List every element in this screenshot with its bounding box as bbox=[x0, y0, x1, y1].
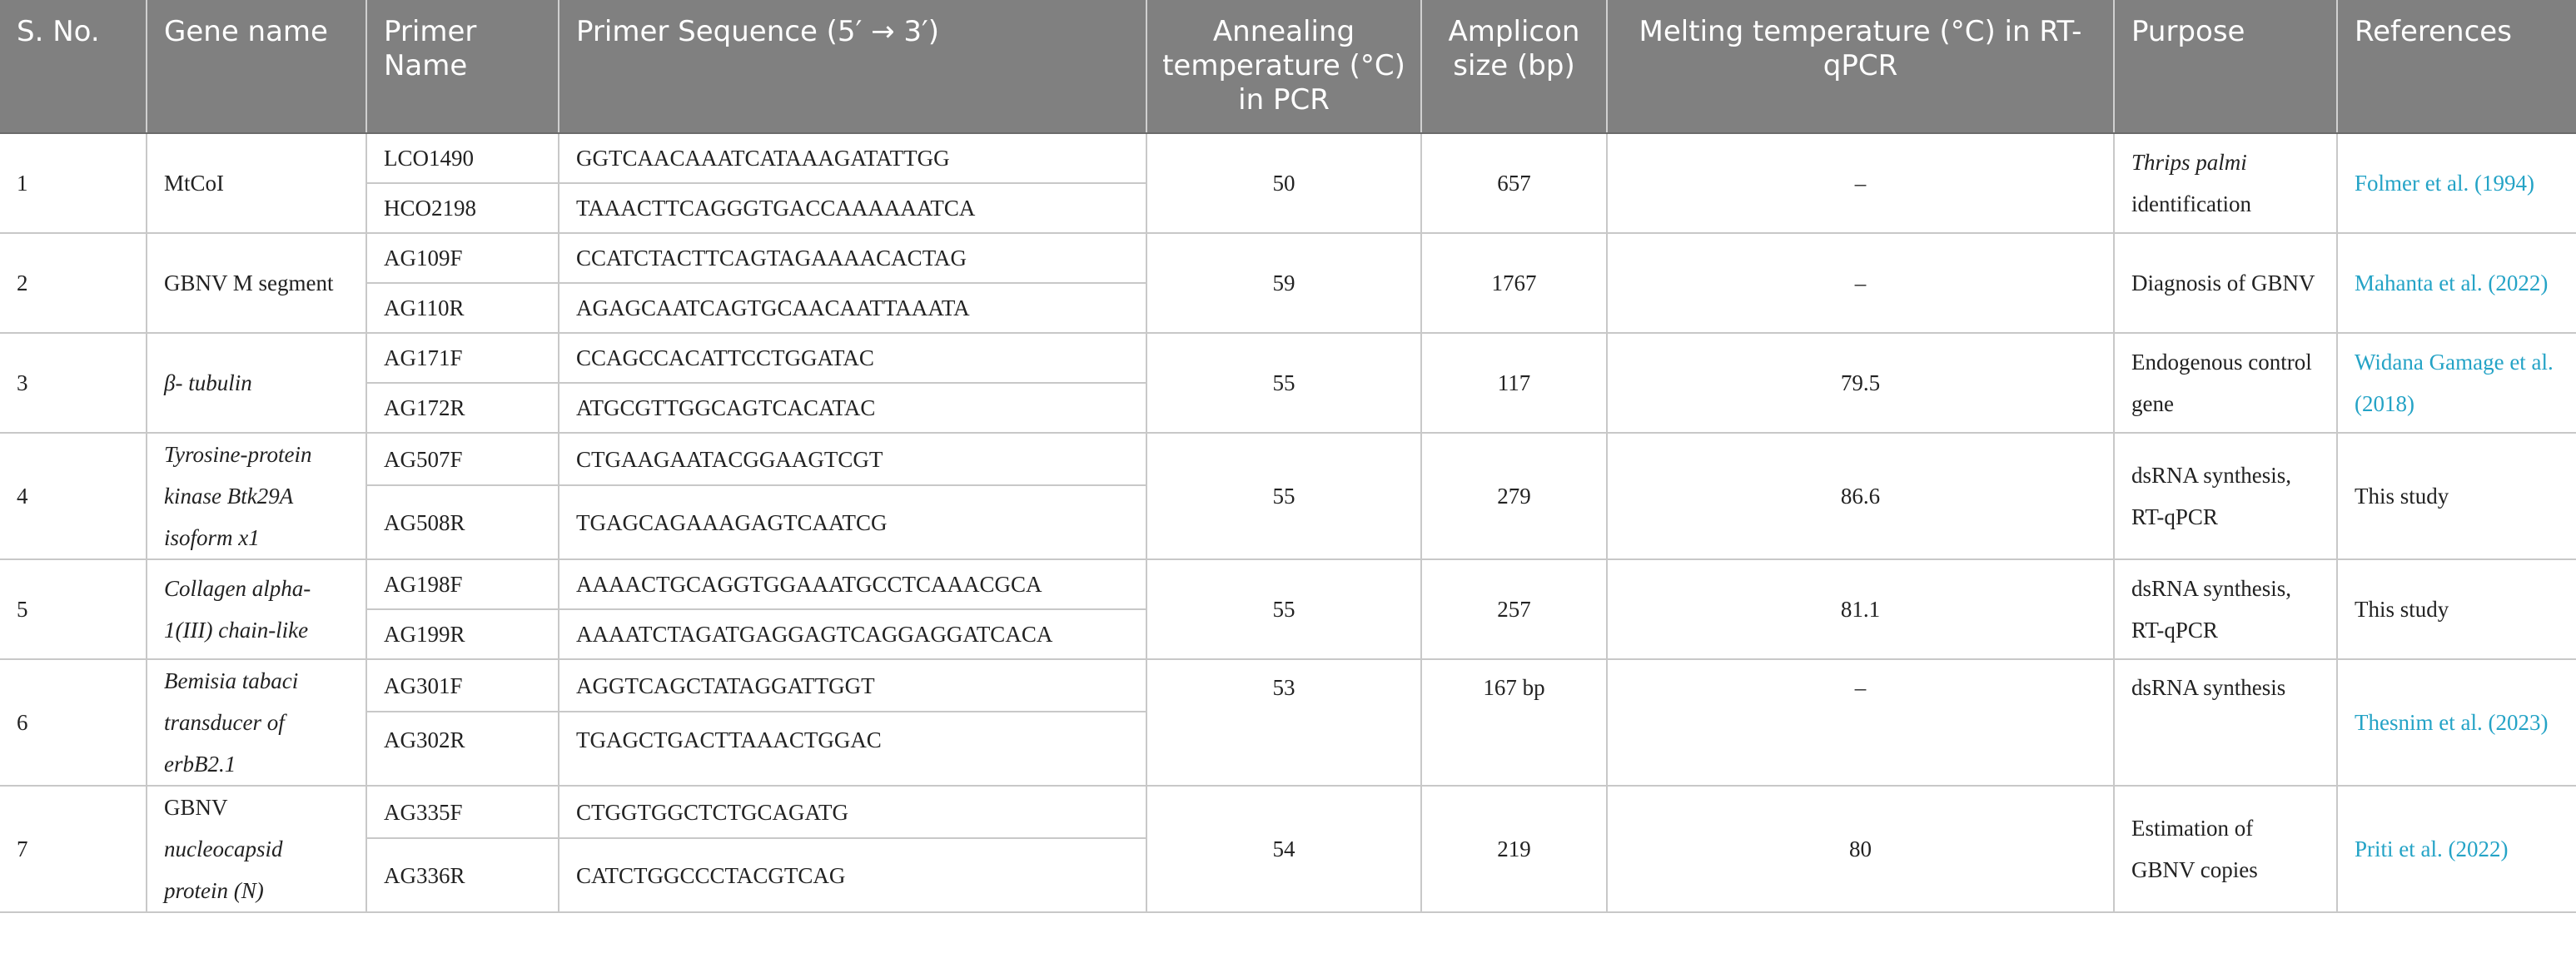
primer-sequence-cell: AAAACTGCAGGTGGAAATGCCTCAAACGCA bbox=[559, 559, 1146, 609]
melting-cell: 81.1 bbox=[1607, 559, 2114, 659]
primer-sequence-cell: CCATCTACTTCAGTAGAAAACACTAG bbox=[559, 233, 1146, 283]
primer-name-cell: AG302R bbox=[366, 712, 559, 786]
primer-name-cell: AG199R bbox=[366, 609, 559, 659]
gene-name-plain: GBNV bbox=[164, 795, 228, 820]
primer-name-cell: AG172R bbox=[366, 383, 559, 433]
amplicon-cell: 657 bbox=[1421, 133, 1607, 233]
reference-link[interactable]: Widana Gamage et al. (2018) bbox=[2337, 333, 2576, 433]
header-primer-sequence: Primer Sequence (5′ → 3′) bbox=[559, 0, 1146, 133]
header-gene-name: Gene name bbox=[147, 0, 366, 133]
primer-sequence-cell: TAAACTTCAGGGTGACCAAAAAATCA bbox=[559, 183, 1146, 233]
annealing-cell: 53 bbox=[1146, 659, 1421, 786]
amplicon-cell: 117 bbox=[1421, 333, 1607, 433]
header-melting-temperature: Melting temperature (°C) in RT-qPCR bbox=[1607, 0, 2114, 133]
reference-link[interactable]: Folmer et al. (1994) bbox=[2337, 133, 2576, 233]
amplicon-cell: 219 bbox=[1421, 786, 1607, 912]
melting-cell: 79.5 bbox=[1607, 333, 2114, 433]
table-row bbox=[0, 659, 2576, 712]
primer-name-cell: AG198F bbox=[366, 559, 559, 609]
sno-cell: 1 bbox=[0, 133, 147, 233]
amplicon-cell: 1767 bbox=[1421, 233, 1607, 333]
primer-sequence-cell: AAAATCTAGATGAGGAGTCAGGAGGATCACA bbox=[559, 609, 1146, 659]
annealing-cell: 55 bbox=[1146, 433, 1421, 559]
annealing-cell: 59 bbox=[1146, 233, 1421, 333]
gene-name-cell: β- tubulin bbox=[147, 333, 366, 433]
header-references: References bbox=[2337, 0, 2576, 133]
header-amplicon-size: Amplicon size (bp) bbox=[1421, 0, 1607, 133]
gene-name-italic: nucleocapsid protein (N) bbox=[164, 836, 283, 903]
table-row bbox=[0, 433, 2576, 485]
primer-name-cell: AG508R bbox=[366, 485, 559, 559]
purpose-italic-text: Thrips palmi bbox=[2131, 150, 2247, 175]
purpose-cell: dsRNA synthesis, RT-qPCR bbox=[2114, 433, 2337, 559]
melting-cell: 80 bbox=[1607, 786, 2114, 912]
header-sno: S. No. bbox=[0, 0, 147, 133]
primer-sequence-cell: CCAGCCACATTCCTGGATAC bbox=[559, 333, 1146, 383]
primer-sequence-cell: CTGAAGAATACGGAAGTCGT bbox=[559, 433, 1146, 485]
gene-name-cell bbox=[147, 786, 366, 912]
primer-sequence-cell: CTGGTGGCTCTGCAGATG bbox=[559, 786, 1146, 838]
primer-sequence-cell: TGAGCTGACTTAAACTGGAC bbox=[559, 712, 1146, 786]
gene-name-cell: Collagen alpha-1(III) chain-like bbox=[147, 559, 366, 659]
sno-cell: 4 bbox=[0, 433, 147, 559]
primer-name-cell: AG301F bbox=[366, 659, 559, 712]
annealing-cell: 55 bbox=[1146, 559, 1421, 659]
gene-name-cell: Tyrosine-protein kinase Btk29A isoform x1 bbox=[147, 433, 366, 559]
annealing-cell: 50 bbox=[1146, 133, 1421, 233]
table-row bbox=[0, 133, 2576, 183]
amplicon-cell: 167 bp bbox=[1421, 659, 1607, 786]
amplicon-cell: 279 bbox=[1421, 433, 1607, 559]
reference-cell: This study bbox=[2337, 433, 2576, 559]
primer-name-cell: AG336R bbox=[366, 838, 559, 912]
primer-sequence-cell: GGTCAACAAATCATAAAGATATTGG bbox=[559, 133, 1146, 183]
primer-sequence-cell: TGAGCAGAAAGAGTCAATCG bbox=[559, 485, 1146, 559]
primer-sequence-cell: AGGTCAGCTATAGGATTGGT bbox=[559, 659, 1146, 712]
sno-cell: 5 bbox=[0, 559, 147, 659]
purpose-cell: Diagnosis of GBNV bbox=[2114, 233, 2337, 333]
reference-link[interactable]: Mahanta et al. (2022) bbox=[2337, 233, 2576, 333]
gene-name-cell: GBNV M segment bbox=[147, 233, 366, 333]
header-row bbox=[0, 0, 2576, 133]
header-annealing-temperature: Annealing temperature (°C) in PCR bbox=[1146, 0, 1421, 133]
melting-cell: 86.6 bbox=[1607, 433, 2114, 559]
melting-cell: – bbox=[1607, 133, 2114, 233]
primer-sequence-cell: CATCTGGCCCTACGTCAG bbox=[559, 838, 1146, 912]
purpose-cell bbox=[2114, 133, 2337, 233]
sno-cell: 2 bbox=[0, 233, 147, 333]
sno-cell: 6 bbox=[0, 659, 147, 786]
primer-sequence-cell: AGAGCAATCAGTGCAACAATTAAATA bbox=[559, 283, 1146, 333]
table-row bbox=[0, 559, 2576, 609]
melting-cell: – bbox=[1607, 233, 2114, 333]
primer-name-cell: LCO1490 bbox=[366, 133, 559, 183]
primer-name-cell: HCO2198 bbox=[366, 183, 559, 233]
primer-name-cell: AG335F bbox=[366, 786, 559, 838]
sno-cell: 7 bbox=[0, 786, 147, 912]
table-row bbox=[0, 233, 2576, 283]
purpose-cell: dsRNA synthesis, RT-qPCR bbox=[2114, 559, 2337, 659]
melting-cell: – bbox=[1607, 659, 2114, 786]
primer-sequence-cell: ATGCGTTGGCAGTCACATAC bbox=[559, 383, 1146, 433]
purpose-cell: Estimation of GBNV copies bbox=[2114, 786, 2337, 912]
reference-cell: This study bbox=[2337, 559, 2576, 659]
sno-cell: 3 bbox=[0, 333, 147, 433]
gene-name-cell: MtCoI bbox=[147, 133, 366, 233]
annealing-cell: 54 bbox=[1146, 786, 1421, 912]
primer-name-cell: AG110R bbox=[366, 283, 559, 333]
annealing-cell: 55 bbox=[1146, 333, 1421, 433]
purpose-cell: dsRNA synthesis bbox=[2114, 659, 2337, 786]
reference-link[interactable]: Thesnim et al. (2023) bbox=[2337, 659, 2576, 786]
header-primer-name: Primer Name bbox=[366, 0, 559, 133]
header-purpose: Purpose bbox=[2114, 0, 2337, 133]
gene-name-cell: Bemisia tabaci transducer of erbB2.1 bbox=[147, 659, 366, 786]
primer-name-cell: AG171F bbox=[366, 333, 559, 383]
primer-name-cell: AG109F bbox=[366, 233, 559, 283]
primer-name-cell: AG507F bbox=[366, 433, 559, 485]
purpose-cell: Endogenous control gene bbox=[2114, 333, 2337, 433]
purpose-text: identification bbox=[2131, 191, 2251, 216]
table-row bbox=[0, 786, 2576, 838]
table-row bbox=[0, 333, 2576, 383]
reference-link[interactable]: Priti et al. (2022) bbox=[2337, 786, 2576, 912]
amplicon-cell: 257 bbox=[1421, 559, 1607, 659]
